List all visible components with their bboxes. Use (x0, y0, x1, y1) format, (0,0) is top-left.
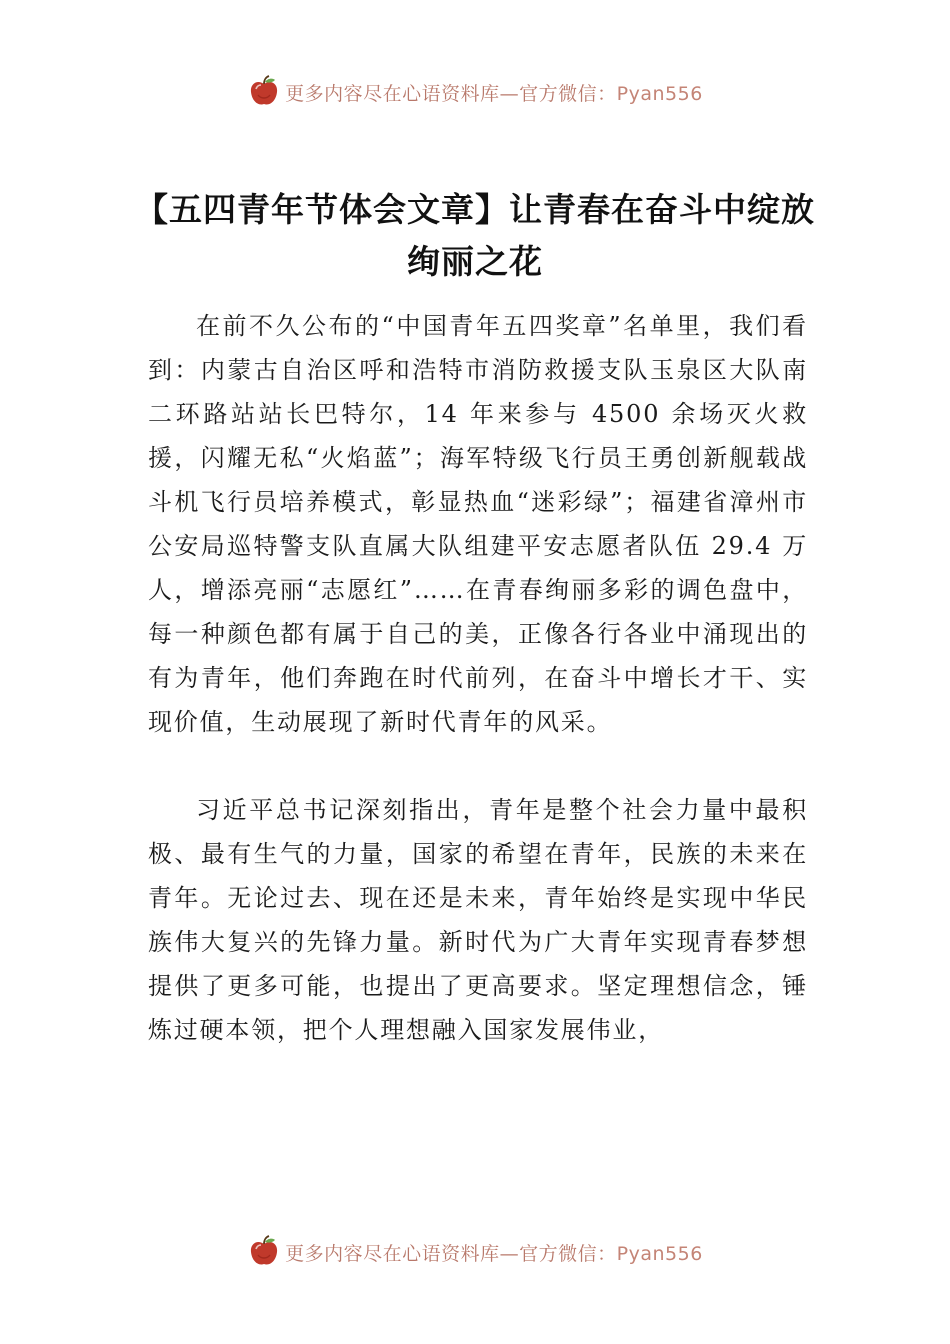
banner-main-text: 更多内容尽在心语资料库—官方微信： (285, 1242, 617, 1265)
footer-banner (0, 1232, 950, 1272)
banner-text (285, 1239, 703, 1266)
paragraph-2: 习近平总书记深刻指出，青年是整个社会力量中最积极、最有生气的力量，国家的希望在青年，民族的未来在青年。无论过去、现在还是未来，青年始终是实现中华民族伟大复兴的先锋力量。新时代为广大青年实现青春梦想提供了更多可能，也提出了更高要求。坚定理想信念，锤炼过硬本领，把个人理想融入国家发展伟业， (148, 796, 808, 1044)
banner-text (285, 79, 703, 106)
header-banner (0, 72, 950, 112)
paragraph-1: 在前不久公布的“中国青年五四奖章”名单里，我们看到：内蒙古自治区呼和浩特市消防救援支队玉泉区大队南二环路站站长巴特尔，14 年来参与 4500 余场灭火救援，闪耀无私“火焰蓝”；海军特级飞行员王勇创新舰载战斗机飞行员培养模式，彰显热血“迷彩绿”；福建省漳州市公安局巡特警支队直属大队组建平安志愿者队伍 29.4 万人，增添亮丽“志愿红”……在青春绚丽多彩的调色盘中，每一种颜色都有属于自己的美，正像各行各业中涌现出的有为青年，他们奔跑在时代前列，在奋斗中增长才干、实现价值，生动展现了新时代青年的风采。 (148, 312, 808, 736)
banner-wechat-id: Pyan556 (616, 1242, 703, 1265)
red-apple-logo-icon (247, 1235, 281, 1269)
document-title: 【五四青年节体会文章】让青春在奋斗中绽放绚丽之花 (135, 190, 815, 282)
banner-main-text: 更多内容尽在心语资料库—官方微信： (285, 82, 617, 105)
banner-wechat-id: Pyan556 (616, 82, 703, 105)
red-apple-logo-icon (247, 75, 281, 109)
